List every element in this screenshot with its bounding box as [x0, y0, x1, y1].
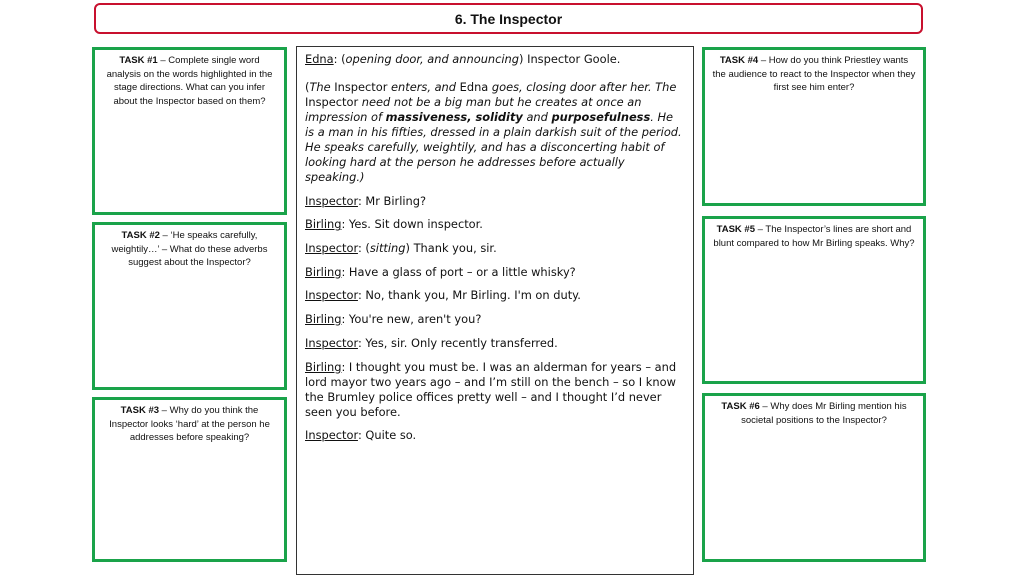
speaker-name: Birling — [305, 312, 342, 327]
task-text: – Why do you think the Inspector looks ‘hard’ at the person he addresses before speaking? — [109, 405, 270, 443]
task-label: TASK #5 — [716, 224, 756, 235]
stage-direction-paragraph: (The Inspector enters, and Edna goes, closing door after her. The Inspector need not be a big man but he creates at once an impression of massiveness, solidity and purposefulness. He is a man in his fifties, dressed in a plain darkish suit of the period. He speaks carefully, weightily, and has a disconcerting habit of looking hard at the person he addresses before actually speaking.) — [305, 80, 682, 184]
dialogue-text: You're new, aren't you? — [348, 312, 482, 327]
dialogue-text: ) Thank you, sir. — [405, 241, 497, 256]
task-label: TASK #4 — [719, 55, 759, 66]
speaker-name: Inspector — [305, 193, 358, 208]
task-text: – How do you think Priestley wants the audience to react to the Inspector when they first see him enter? — [712, 55, 916, 93]
page-title: 6. The Inspector — [94, 3, 923, 34]
speaker-name: Birling — [305, 264, 342, 279]
task-label: TASK #6 — [721, 401, 760, 412]
script-line: Birling: Have a glass of port – or a little whisky? — [305, 264, 576, 279]
task-label: TASK #2 — [121, 230, 160, 241]
task-box-3[interactable] — [92, 397, 287, 562]
task-box-4[interactable] — [702, 47, 926, 206]
task-label: TASK #3 — [120, 405, 160, 416]
script-line: Inspector: Yes, sir. Only recently transferred. — [305, 335, 558, 350]
task-text: – Complete single word analysis on the words highlighted in the stage directions. What can you infer about the Inspector based on them? — [106, 55, 273, 107]
speaker-name: Birling — [305, 217, 342, 232]
task-box-5[interactable] — [702, 216, 926, 384]
highlighted-word: purposefulness — [551, 110, 651, 124]
script-line: Inspector: (sitting) Thank you, sir. — [305, 241, 497, 256]
dialogue-text: Yes, sir. Only recently transferred. — [365, 335, 558, 350]
highlighted-word: massiveness, solidity — [385, 110, 523, 124]
stage-direction: sitting — [369, 241, 406, 256]
dialogue-text: Mr Birling? — [365, 193, 427, 208]
dialogue-text: Have a glass of port – or a little whisky? — [348, 264, 576, 279]
speaker-name: Inspector — [305, 241, 358, 256]
task-box-6[interactable] — [702, 393, 926, 562]
task-text: – The Inspector’s lines are short and blunt compared to how Mr Birling speaks. Why? — [713, 224, 915, 249]
script-line: Inspector: No, thank you, Mr Birling. I'm on duty. — [305, 288, 581, 303]
dialogue-text: Yes. Sit down inspector. — [348, 217, 483, 232]
script-extract — [296, 46, 694, 575]
speaker-name: Inspector — [305, 428, 358, 443]
script-line: Edna: (opening door, and announcing) Inspector Goole. — [305, 52, 621, 66]
task-text: – Why does Mr Birling mention his societal positions to the Inspector? — [741, 401, 907, 426]
task-label: TASK #1 — [119, 55, 158, 66]
speaker-name: Inspector — [305, 288, 358, 303]
dialogue-text: I thought you must be. I was an alderman for years – and lord mayor two years ago – and I’m still on the bench – so I know the Brumley police offices pretty well – and I thought I’d never seen you before. — [305, 359, 677, 419]
dialogue-text: No, thank you, Mr Birling. I'm on duty. — [365, 288, 581, 303]
script-line: Birling: You're new, aren't you? — [305, 312, 482, 327]
speaker-name: Edna — [305, 52, 334, 66]
script-line: Inspector: Mr Birling? — [305, 193, 427, 208]
speaker-name: Birling — [305, 359, 342, 374]
stage-direction: opening door, and announcing — [345, 52, 520, 66]
task-box-1[interactable] — [92, 47, 287, 215]
speaker-name: Inspector — [305, 335, 358, 350]
script-line: Birling: I thought you must be. I was an alderman for years – and lord mayor two years ago – and I’m still on the bench – so I know the Brumley police offices pretty well – and I thought I’d never seen you before. — [305, 359, 677, 419]
script-line: Birling: Yes. Sit down inspector. — [305, 217, 483, 232]
task-text: – ‘He speaks carefully, weightily…’ – What do these adverbs suggest about the Inspector? — [111, 230, 268, 268]
script-line: Inspector: Quite so. — [305, 428, 417, 443]
dialogue-text: Quite so. — [365, 428, 417, 443]
dialogue — [305, 194, 685, 444]
task-box-2[interactable] — [92, 222, 287, 390]
